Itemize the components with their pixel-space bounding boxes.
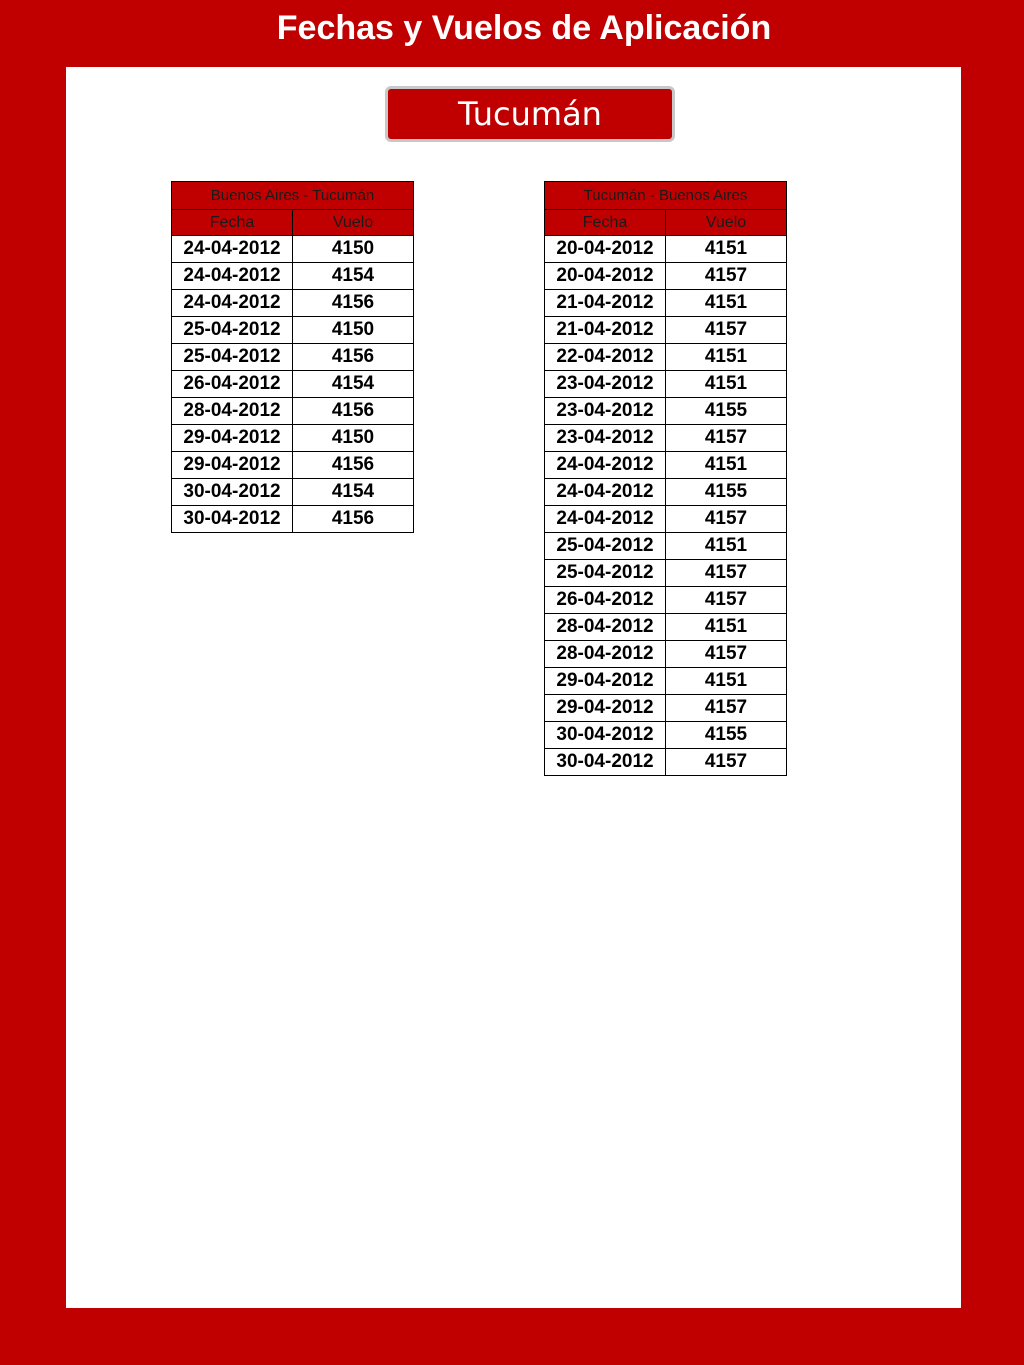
table-row (545, 587, 787, 614)
column-header-fecha: Fecha (545, 210, 666, 236)
cell-vuelo: 4154 (293, 263, 414, 290)
cell-fecha: 24-04-2012 (172, 236, 293, 263)
cell-fecha: 28-04-2012 (172, 398, 293, 425)
cell-fecha: 26-04-2012 (172, 371, 293, 398)
table-row (545, 317, 787, 344)
table-row (172, 236, 414, 263)
cell-fecha: 25-04-2012 (172, 344, 293, 371)
cell-fecha: 30-04-2012 (172, 506, 293, 533)
cell-fecha: 25-04-2012 (545, 560, 666, 587)
table-row (545, 344, 787, 371)
column-header-vuelo: Vuelo (293, 210, 414, 236)
cell-fecha: 21-04-2012 (545, 290, 666, 317)
cell-fecha: 23-04-2012 (545, 425, 666, 452)
cell-vuelo: 4151 (666, 614, 787, 641)
table-row (172, 479, 414, 506)
table-row (545, 290, 787, 317)
cell-vuelo: 4157 (666, 641, 787, 668)
table-row (545, 506, 787, 533)
cell-fecha: 21-04-2012 (545, 317, 666, 344)
cell-fecha: 22-04-2012 (545, 344, 666, 371)
table-row (545, 668, 787, 695)
cell-fecha: 23-04-2012 (545, 371, 666, 398)
table-row (545, 425, 787, 452)
cell-vuelo: 4156 (293, 452, 414, 479)
table-row (545, 641, 787, 668)
cell-fecha: 30-04-2012 (545, 749, 666, 776)
table-row (545, 560, 787, 587)
table-row (545, 722, 787, 749)
table-row (172, 371, 414, 398)
route-header: Buenos Aires - Tucumán (172, 182, 414, 210)
cell-vuelo: 4151 (666, 452, 787, 479)
table-row (545, 236, 787, 263)
cell-fecha: 24-04-2012 (172, 263, 293, 290)
cell-fecha: 29-04-2012 (172, 425, 293, 452)
cell-vuelo: 4156 (293, 344, 414, 371)
page-title: Fechas y Vuelos de Aplicación (276, 9, 772, 47)
cell-vuelo: 4157 (666, 749, 787, 776)
table-row (545, 614, 787, 641)
cell-fecha: 29-04-2012 (545, 668, 666, 695)
cell-vuelo: 4157 (666, 317, 787, 344)
cell-fecha: 28-04-2012 (545, 641, 666, 668)
cell-fecha: 30-04-2012 (545, 722, 666, 749)
cell-vuelo: 4156 (293, 506, 414, 533)
cell-vuelo: 4157 (666, 560, 787, 587)
column-header-vuelo: Vuelo (666, 210, 787, 236)
cell-vuelo: 4157 (666, 587, 787, 614)
cell-vuelo: 4151 (666, 668, 787, 695)
cell-fecha: 20-04-2012 (545, 236, 666, 263)
table-row (545, 533, 787, 560)
cell-fecha: 24-04-2012 (545, 452, 666, 479)
cell-fecha: 30-04-2012 (172, 479, 293, 506)
cell-vuelo: 4150 (293, 236, 414, 263)
cell-vuelo: 4154 (293, 479, 414, 506)
cell-vuelo: 4151 (666, 371, 787, 398)
cell-vuelo: 4157 (666, 425, 787, 452)
table-row (545, 263, 787, 290)
cell-vuelo: 4155 (666, 479, 787, 506)
table-row (545, 749, 787, 776)
cell-vuelo: 4150 (293, 425, 414, 452)
cell-vuelo: 4157 (666, 263, 787, 290)
table-row (545, 695, 787, 722)
table-row (172, 344, 414, 371)
table-row (545, 452, 787, 479)
cell-vuelo: 4151 (666, 533, 787, 560)
cell-vuelo: 4151 (666, 236, 787, 263)
cell-vuelo: 4154 (293, 371, 414, 398)
cell-fecha: 29-04-2012 (545, 695, 666, 722)
cell-vuelo: 4151 (666, 290, 787, 317)
cell-fecha: 24-04-2012 (172, 290, 293, 317)
table-row (172, 452, 414, 479)
table-row (172, 290, 414, 317)
table-row (545, 371, 787, 398)
cell-fecha: 20-04-2012 (545, 263, 666, 290)
cell-fecha: 26-04-2012 (545, 587, 666, 614)
cell-vuelo: 4155 (666, 722, 787, 749)
cell-vuelo: 4157 (666, 506, 787, 533)
cell-fecha: 25-04-2012 (172, 317, 293, 344)
cell-fecha: 24-04-2012 (545, 506, 666, 533)
table-row (172, 398, 414, 425)
table-row (545, 398, 787, 425)
region-label: Tucumán (385, 86, 675, 142)
content-panel (66, 67, 961, 1308)
flights-table-buenos-aires-tucuman (171, 181, 414, 533)
table-row (172, 263, 414, 290)
table-row (172, 425, 414, 452)
column-header-fecha: Fecha (172, 210, 293, 236)
table-row (545, 479, 787, 506)
cell-fecha: 29-04-2012 (172, 452, 293, 479)
cell-fecha: 25-04-2012 (545, 533, 666, 560)
cell-vuelo: 4156 (293, 290, 414, 317)
table-body (172, 236, 414, 533)
cell-vuelo: 4150 (293, 317, 414, 344)
cell-vuelo: 4155 (666, 398, 787, 425)
table-row (172, 317, 414, 344)
cell-fecha: 24-04-2012 (545, 479, 666, 506)
table-body (545, 236, 787, 776)
cell-vuelo: 4157 (666, 695, 787, 722)
cell-fecha: 23-04-2012 (545, 398, 666, 425)
cell-vuelo: 4151 (666, 344, 787, 371)
flights-table-tucuman-buenos-aires (544, 181, 787, 776)
cell-vuelo: 4156 (293, 398, 414, 425)
route-header: Tucumán - Buenos Aires (545, 182, 787, 210)
table-row (172, 506, 414, 533)
cell-fecha: 28-04-2012 (545, 614, 666, 641)
